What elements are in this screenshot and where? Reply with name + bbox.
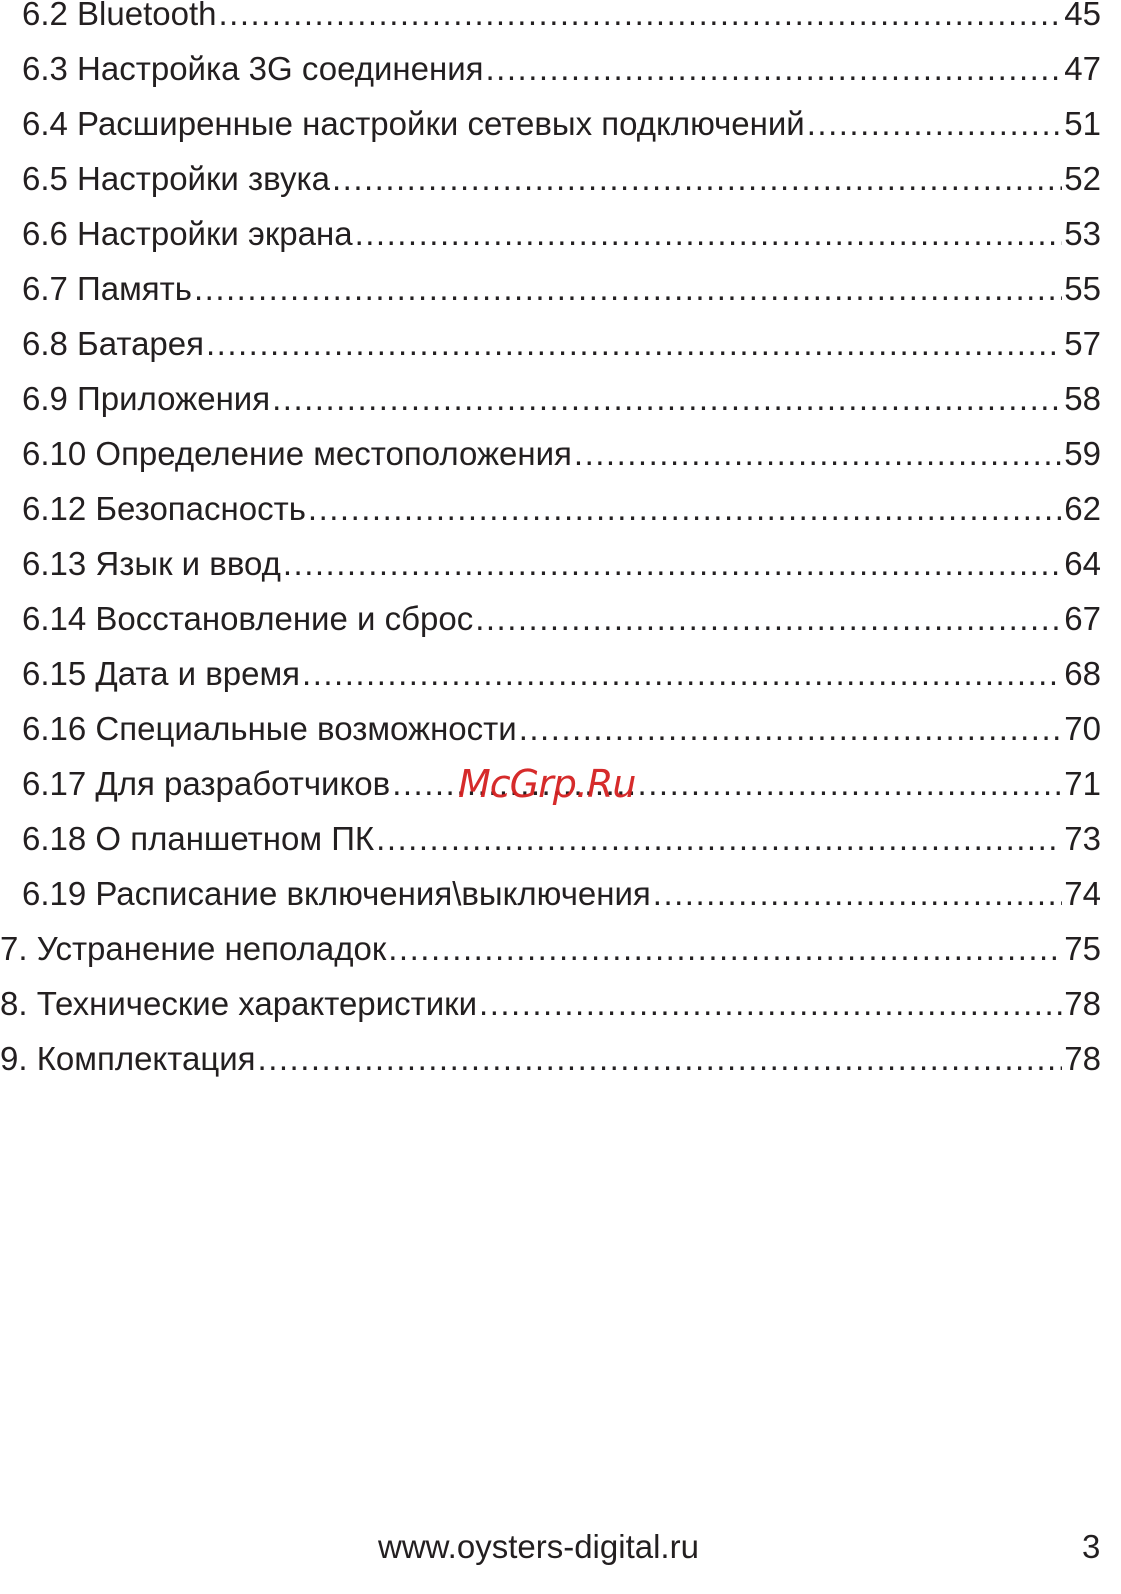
toc-entry[interactable]: [0, 921, 1101, 976]
toc-entry-page: 52: [1064, 160, 1101, 197]
toc-entry-page: 62: [1064, 490, 1101, 527]
toc-entry[interactable]: [0, 316, 1101, 371]
toc-entry-title: 6.5 Настройки звука: [22, 160, 330, 197]
toc-entry[interactable]: [0, 701, 1101, 756]
toc-entry[interactable]: [0, 206, 1101, 261]
toc-entry-title: 6.4 Расширенные настройки сетевых подключений: [22, 105, 805, 142]
dot-leader: [479, 976, 1062, 1031]
toc-entry-title: 6.15 Дата и время: [22, 655, 301, 692]
dot-leader: [332, 151, 1062, 206]
dot-leader: [653, 866, 1063, 921]
dot-leader: [355, 206, 1063, 261]
toc-entry-title: 6.13 Язык и ввод: [22, 545, 281, 582]
toc-entry-page: 73: [1064, 820, 1101, 857]
toc-entry[interactable]: [0, 151, 1101, 206]
dot-leader: [308, 481, 1062, 536]
toc-entry[interactable]: [0, 866, 1101, 921]
dot-leader: [388, 921, 1062, 976]
toc-entry[interactable]: [0, 41, 1101, 96]
toc-entry-title: 6.8 Батарея: [22, 325, 204, 362]
toc-entry-page: 51: [1064, 105, 1101, 142]
toc-entry-page: 55: [1064, 270, 1101, 307]
toc-entry-page: 58: [1064, 380, 1101, 417]
toc-entry[interactable]: [0, 481, 1101, 536]
toc-entry-page: 67: [1064, 600, 1101, 637]
dot-leader: [272, 371, 1062, 426]
watermark: McGrp.Ru: [458, 762, 636, 806]
toc-entry-page: 53: [1064, 215, 1101, 252]
toc-entry-page: 75: [1064, 930, 1101, 967]
dot-leader: [219, 0, 1063, 41]
toc-entry[interactable]: [0, 0, 1101, 41]
footer-url: www.oysters-digital.ru: [378, 1528, 699, 1565]
footer-page-number: 3: [1082, 1528, 1101, 1565]
toc-entry[interactable]: [0, 96, 1101, 151]
toc-entry-page: 70: [1064, 710, 1101, 747]
toc-entry-title: 6.18 О планшетном ПК: [22, 820, 375, 857]
dot-leader: [283, 536, 1062, 591]
toc-entry-page: 78: [1064, 985, 1101, 1022]
dot-leader: [302, 646, 1062, 701]
toc-entry-title: 6.3 Настройка 3G соединения: [22, 50, 484, 87]
toc-entry-page: 68: [1064, 655, 1101, 692]
toc-entry[interactable]: [0, 1031, 1101, 1086]
toc-entry-page: 45: [1064, 0, 1101, 32]
toc-entry-title: 6.9 Приложения: [22, 380, 271, 417]
toc-entry-page: 47: [1064, 50, 1101, 87]
toc-entry[interactable]: [0, 591, 1101, 646]
toc-entry-title: 6.6 Настройки экрана: [22, 215, 353, 252]
toc-entry-title: 7. Устранение неполадок: [0, 930, 387, 967]
dot-leader: [194, 261, 1062, 316]
toc-entry[interactable]: [0, 371, 1101, 426]
dot-leader: [376, 811, 1062, 866]
toc-entry-title: 9. Комплектация: [0, 1040, 256, 1077]
toc-entry-title: 6.16 Специальные возможности: [22, 710, 517, 747]
toc-entry[interactable]: [0, 976, 1101, 1031]
toc-entry-title: 6.7 Память: [22, 270, 192, 307]
toc-entry[interactable]: [0, 426, 1101, 481]
toc-entry-page: 74: [1064, 875, 1101, 912]
toc-entry-page: 78: [1064, 1040, 1101, 1077]
toc-entry-title: 6.10 Определение местоположения: [22, 435, 572, 472]
dot-leader: [519, 701, 1063, 756]
toc-entry[interactable]: [0, 261, 1101, 316]
toc-entry-page: 71: [1064, 765, 1101, 802]
toc-entry-title: 6.2 Bluetooth: [22, 0, 217, 32]
dot-leader: [206, 316, 1062, 371]
toc-entry-title: 6.19 Расписание включения\выключения: [22, 875, 651, 912]
toc-entry-title: 6.14 Восстановление и сброс: [22, 600, 474, 637]
toc-entry-title: 6.17 Для разработчиков: [22, 765, 391, 802]
dot-leader: [475, 591, 1062, 646]
toc-entry[interactable]: [0, 811, 1101, 866]
dot-leader: [258, 1031, 1063, 1086]
toc-entry-page: 59: [1064, 435, 1101, 472]
dot-leader: [807, 96, 1063, 151]
dot-leader: [574, 426, 1062, 481]
toc-entry-title: 6.12 Безопасность: [22, 490, 306, 527]
toc-entry[interactable]: [0, 536, 1101, 591]
toc-entry[interactable]: [0, 646, 1101, 701]
toc-entry-page: 57: [1064, 325, 1101, 362]
dot-leader: [486, 41, 1063, 96]
toc-entry-page: 64: [1064, 545, 1101, 582]
toc-entry-title: 8. Технические характеристики: [0, 985, 478, 1022]
